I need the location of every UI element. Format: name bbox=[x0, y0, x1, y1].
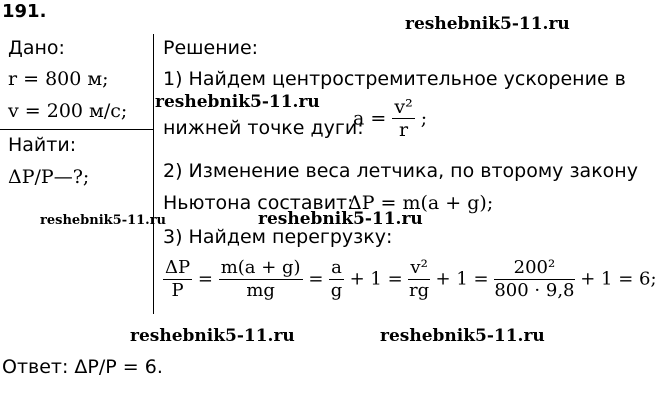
denominator: 800 · 9,8 bbox=[494, 280, 575, 301]
watermark: reshebnik5-11.ru bbox=[40, 213, 167, 228]
denominator: rg bbox=[409, 280, 430, 301]
numerator: m(a + g) bbox=[220, 257, 301, 278]
numerator: v² bbox=[394, 96, 413, 118]
numerator: v² bbox=[410, 257, 428, 278]
weight-change-formula: ΔP = m(a + g); bbox=[348, 192, 494, 214]
step3-line1: 3) Найдем перегрузку: bbox=[163, 226, 393, 248]
fraction-a-over-g bbox=[329, 257, 344, 302]
watermark: reshebnik5-11.ru bbox=[130, 326, 295, 346]
step1-line1: 1) Найдем центростремительное ускорение в bbox=[163, 68, 626, 90]
answer: Ответ: ΔP/P = 6. bbox=[2, 356, 163, 378]
step2-line2: Ньютона составит: bbox=[163, 192, 354, 214]
numerator: a bbox=[331, 257, 342, 278]
denominator: g bbox=[330, 280, 343, 301]
formula-lhs: a = bbox=[353, 107, 387, 130]
fraction-numeric bbox=[494, 257, 574, 302]
given-label: Дано: bbox=[8, 37, 65, 59]
centripetal-acceleration-formula bbox=[353, 96, 427, 141]
fraction-dp-over-p bbox=[163, 257, 192, 302]
column-divider bbox=[153, 34, 154, 314]
given-radius: r = 800 м; bbox=[8, 68, 109, 90]
fraction-mag-over-mg bbox=[219, 257, 303, 302]
find-label: Найти: bbox=[8, 134, 77, 156]
watermark: reshebnik5-11.ru bbox=[380, 326, 545, 346]
result: + 1 = 6; bbox=[580, 268, 657, 290]
numerator: ΔP bbox=[165, 257, 191, 278]
equals-sign: = bbox=[197, 268, 213, 290]
denominator: P bbox=[171, 280, 184, 301]
equals-sign: = bbox=[308, 268, 324, 290]
plus-one: + 1 = bbox=[435, 268, 489, 290]
overload-formula bbox=[163, 257, 657, 302]
denominator: mg bbox=[246, 280, 275, 301]
find-quantity: ΔP/P—?; bbox=[8, 166, 90, 188]
problem-number: 191. bbox=[2, 1, 47, 22]
fraction-v2-over-rg bbox=[408, 257, 429, 302]
formula-end: ; bbox=[420, 107, 428, 130]
step1-line2: нижней точке дуги: bbox=[163, 117, 364, 139]
denominator: r bbox=[398, 119, 409, 141]
fraction-v2-over-r bbox=[392, 96, 414, 141]
watermark: reshebnik5-11.ru bbox=[405, 14, 570, 34]
step2-line1: 2) Изменение веса летчика, по второму закону bbox=[163, 160, 638, 182]
given-velocity: v = 200 м/с; bbox=[8, 100, 128, 122]
watermark: reshebnik5-11.ru bbox=[155, 92, 320, 112]
watermark: reshebnik5-11.ru bbox=[258, 209, 423, 229]
plus-one: + 1 = bbox=[349, 268, 403, 290]
numerator: 200² bbox=[494, 257, 574, 280]
given-find-divider bbox=[0, 129, 153, 130]
solution-label: Решение: bbox=[163, 37, 259, 59]
